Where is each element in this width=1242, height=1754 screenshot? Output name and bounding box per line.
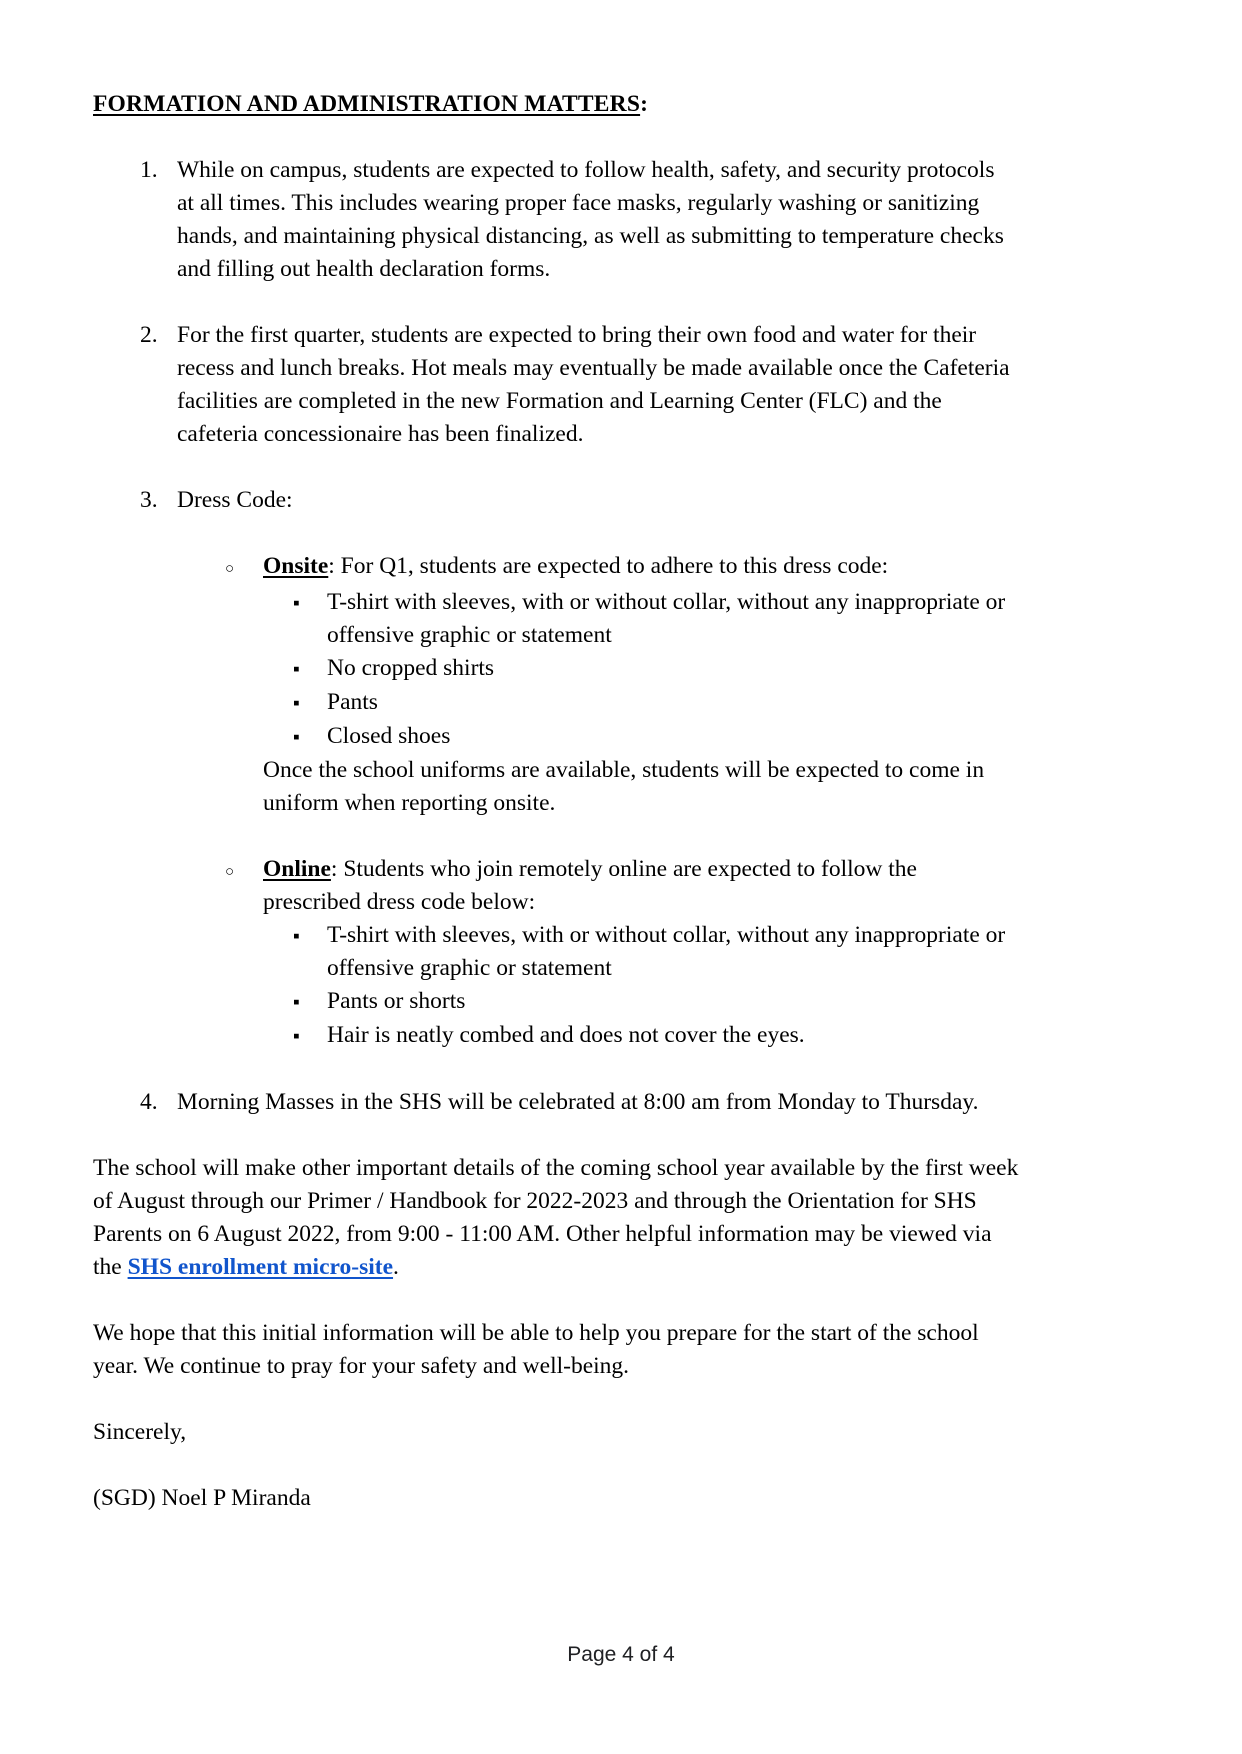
square-bullet-icon	[293, 686, 327, 720]
circle-bullet-icon	[225, 550, 263, 586]
square-bullet-icon	[293, 1019, 327, 1053]
shs-enrollment-micro-site-link[interactable]: SHS enrollment micro-site	[127, 1254, 394, 1280]
bullet-text: Closed shoes	[327, 723, 451, 749]
list-number: 3.	[140, 487, 158, 513]
list-number: 1.	[140, 157, 158, 183]
online-bullet-3	[93, 1019, 1149, 1053]
online-dress-code-text	[263, 853, 1018, 919]
bullet-text: T-shirt with sleeves, with or without collar, without any inappropriate or offensive graphic or statement	[327, 922, 1006, 981]
circle-bullet-icon	[225, 853, 263, 889]
square-bullet-icon	[293, 919, 327, 953]
onsite-bullet-3	[93, 686, 1149, 720]
onsite-bullet-4	[93, 720, 1149, 754]
list-number: 2.	[140, 322, 158, 348]
heading-text: FORMATION AND ADMINISTRATION MATTERS	[93, 91, 641, 117]
online-bullet-1	[93, 919, 1149, 985]
list-item-4	[93, 1086, 1149, 1119]
bullet-text: Hair is neatly combed and does not cover the eyes.	[327, 1022, 805, 1048]
online-bullet-2	[93, 985, 1149, 1019]
square-bullet-icon	[293, 586, 327, 620]
closing-details-text: The school will make other important details of the coming school year available by the first week of August through our Primer / Handbook for 2022-2023 and through the Orientation for SHS Parents on 6 August 2022, from 9:00 - 11:00 AM. Other helpful information may be viewed via the	[93, 1155, 1019, 1280]
list-item-3	[93, 484, 1149, 517]
online-label: Online	[263, 856, 331, 882]
list-item-1	[93, 154, 1149, 286]
heading-colon: :	[640, 91, 649, 117]
list-item-2	[93, 319, 1149, 451]
list-item-text: Morning Masses in the SHS will be celebrated at 8:00 am from Monday to Thursday.	[177, 1089, 979, 1115]
bullet-text: No cropped shirts	[327, 655, 495, 681]
square-bullet-icon	[293, 652, 327, 686]
onsite-label: Onsite	[263, 553, 329, 579]
list-number: 4.	[140, 1089, 158, 1115]
online-dress-code-item	[93, 853, 1149, 919]
square-bullet-icon	[293, 985, 327, 1019]
square-bullet-icon	[293, 720, 327, 754]
onsite-intro-text: : For Q1, students are expected to adhere to this dress code:	[328, 553, 889, 579]
list-item-text: While on campus, students are expected to follow health, safety, and security protocols at all times. This includes wearing proper face masks, regularly washing or sanitizing hands, and maintaining physical distancing, as well as submitting to temperature checks and filling out health declaration forms.	[177, 157, 1004, 282]
onsite-dress-code-text	[263, 550, 888, 583]
uniform-note: Once the school uniforms are available, students will be expected to come in uniform when reporting onsite.	[263, 757, 985, 816]
signature: (SGD) Noel P Miranda	[93, 1485, 311, 1511]
hope-paragraph: We hope that this initial information will be able to help you prepare for the start of the school year. We continue to pray for your safety and well-being.	[93, 1320, 979, 1379]
onsite-bullet-2	[93, 652, 1149, 686]
online-intro-text: : Students who join remotely online are expected to follow the prescribed dress code below:	[263, 856, 917, 915]
sign-off: Sincerely,	[93, 1419, 187, 1445]
onsite-dress-code-item	[93, 550, 1149, 586]
closing-details-period: .	[393, 1254, 399, 1280]
list-item-text: For the first quarter, students are expected to bring their own food and water for their recess and lunch breaks. Hot meals may eventually be made available once the Cafeteria facilities are completed in the new Formation and Learning Center (FLC) and the cafeteria concessionaire has been finalized.	[177, 322, 1010, 447]
bullet-text: Pants or shorts	[327, 988, 466, 1014]
bullet-text: T-shirt with sleeves, with or without collar, without any inappropriate or offensive graphic or statement	[327, 589, 1006, 648]
page-title	[93, 88, 1149, 121]
bullet-text: Pants	[327, 689, 378, 715]
page-number: Page 4 of 4	[567, 1643, 675, 1666]
onsite-bullet-1	[93, 586, 1149, 652]
list-item-text: Dress Code:	[177, 487, 293, 513]
closing-details-paragraph	[93, 1152, 1023, 1284]
